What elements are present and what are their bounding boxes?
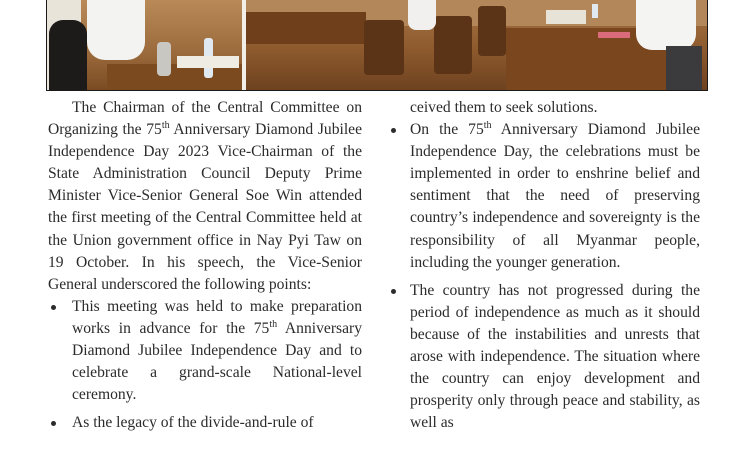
attendee [408,0,436,30]
intro-text-cont: Anniversary Diamond Jubilee Independence Day 2023 Vice-Chairman of the State Administration Council Deputy Prime Minister Vice-Senior General Soe Win attended the first meeting of the Central Committee held at the Union government office in Nay Pyi Taw on 19 October. In his speech, the Vice-Senior General underscored the following points: [48,121,362,293]
table-left [246,12,366,44]
bullet-dot-icon [391,289,396,294]
person-dark-clothing [49,20,87,90]
bullet-text: This meeting was held to make preparation works in advance for the 75 [72,297,362,337]
thermos [157,42,171,76]
bullet-item [388,280,700,435]
bullet-text-cont: Anniversary Diamond Jubilee Independence Day, the celebrations must be implemented in order to enshrine belief and sentiment that the need of preserving country’s independence and sovereignty is the responsibility of all Myanmar people, including the younger generation. [410,121,701,271]
chair [434,16,472,74]
bullet-item [388,119,700,274]
bullet-text: The country has not progressed during the period of independence as much as it should because of the instabilities and unrests that arose with independence. The situation where the country can enjoy development and prosperity only through peace and stability, as well as [410,281,700,432]
chair [478,6,506,56]
attendee-trousers [666,46,702,90]
bullet-dot-icon [51,305,56,310]
water-bottle [592,4,598,18]
chair [364,20,404,75]
intro-paragraph [48,97,362,296]
bullet-text: As the legacy of the divide-and-rule of [72,414,314,432]
photo-right-pane [246,0,707,90]
pink-folder [598,32,630,38]
ordinal-suffix: th [483,119,492,131]
bullet-item [48,296,362,406]
bullet-item [48,412,362,434]
intro-text: The Chairman of the Central Committee on Organizing the 75 [48,99,362,139]
ordinal-suffix: th [161,119,170,131]
bullet-dot-icon [391,128,396,133]
bullet-continuation [388,97,700,119]
bullet-text: ceived them to seek solutions. [410,99,598,116]
bullet-dot-icon [51,421,56,426]
ordinal-suffix: th [269,318,278,330]
left-column [48,97,362,434]
official-white-shirt [87,0,145,60]
right-column [388,97,700,434]
papers [546,10,586,24]
bullet-text-cont: Anniversary Diamond Jubilee Independence Day and to celebrate a grand-scale National-level ceremony. [72,319,362,404]
attendee [636,0,696,50]
photo-left-pane [47,0,242,90]
meeting-photo [46,0,708,91]
documents [177,56,239,68]
bullet-text: On the 75 [410,121,484,139]
